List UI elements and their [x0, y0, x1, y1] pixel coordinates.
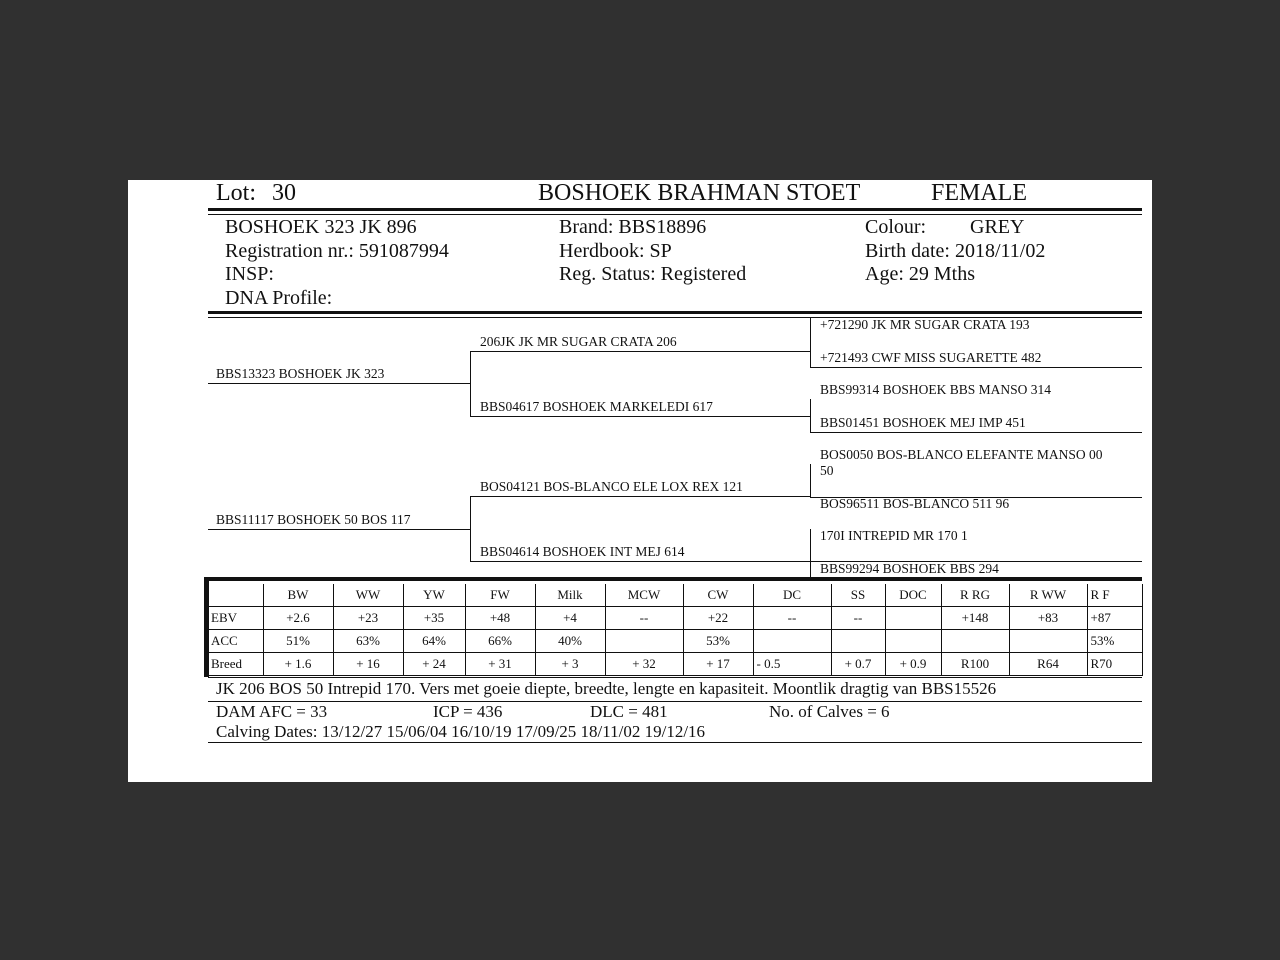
sire-dam-line	[470, 416, 810, 417]
herdbook: Herdbook: SP	[559, 240, 672, 262]
ebv-row-label: EBV	[208, 607, 263, 630]
dam-dam-line	[470, 561, 810, 562]
ebv-col-header: WW	[333, 584, 403, 607]
registration-number: Registration nr.: 591087994	[225, 240, 449, 262]
pedigree-dam: BBS11117 BOSHOEK 50 BOS 117	[216, 512, 411, 527]
ebv-col-header: R WW	[1009, 584, 1087, 607]
breed-cell: + 31	[465, 653, 535, 676]
ebv-col-header: SS	[831, 584, 885, 607]
ebv-col-header: YW	[403, 584, 465, 607]
ebv-col-header: R RG	[941, 584, 1009, 607]
ebv-cell: +2.6	[263, 607, 333, 630]
lot-label: Lot:	[216, 180, 256, 206]
pedigree-sire-sire: 206JK JK MR SUGAR CRATA 206	[480, 334, 677, 349]
ebv-cell: +23	[333, 607, 403, 630]
ebv-col-header: DOC	[885, 584, 941, 607]
ebv-cell: --	[831, 607, 885, 630]
pedigree-dam-sire: BOS04121 BOS-BLANCO ELE LOX REX 121	[480, 479, 743, 494]
pedigree-sire-dam: BBS04617 BOSHOEK MARKELEDI 617	[480, 399, 713, 414]
breed-cell: R64	[1009, 653, 1087, 676]
acc-cell	[941, 630, 1009, 653]
notes-mid-rule	[208, 701, 1142, 702]
birth-date: Birth date: 2018/11/02	[865, 240, 1046, 262]
sire-sire-line	[470, 351, 810, 352]
breed-cell: + 0.7	[831, 653, 885, 676]
breed-cell: R100	[941, 653, 1009, 676]
brand: Brand: BBS18896	[559, 216, 707, 238]
insp-label: INSP:	[225, 263, 274, 285]
ebv-cell: +148	[941, 607, 1009, 630]
ggp-2: +721493 CWF MISS SUGARETTE 482	[820, 350, 1042, 365]
colour-label: Colour:	[865, 216, 927, 238]
breed-cell: - 0.5	[753, 653, 831, 676]
acc-row-label: ACC	[208, 630, 263, 653]
ebv-cell: +35	[403, 607, 465, 630]
breed-cell: + 17	[683, 653, 753, 676]
info-rule-thick	[208, 311, 1142, 314]
dam-sire-line	[470, 496, 810, 497]
breed-cell: + 24	[403, 653, 465, 676]
ggp-6: BOS96511 BOS-BLANCO 511 96	[820, 496, 1010, 511]
ebv-cell: +22	[683, 607, 753, 630]
lot-number: 30	[272, 180, 296, 206]
ebv-col-corner	[208, 584, 263, 607]
dna-profile-label: DNA Profile:	[225, 287, 333, 309]
colour-value: GREY	[970, 216, 1025, 238]
ebv-cell	[885, 607, 941, 630]
notes-bottom-rule	[208, 742, 1142, 743]
pedigree-sire: BBS13323 BOSHOEK JK 323	[216, 366, 385, 381]
ebv-row	[208, 607, 1142, 630]
dam-line	[208, 529, 470, 530]
acc-cell	[605, 630, 683, 653]
calving-dates: Calving Dates: 13/12/27 15/06/04 16/10/19 17/09/25 18/11/02 19/12/16	[216, 722, 706, 741]
sex-label: FEMALE	[931, 180, 1027, 206]
icp: ICP = 436	[433, 702, 503, 721]
header-rule-thin	[208, 214, 1142, 215]
notes-top-rule	[208, 677, 1142, 678]
ggp-8: BBS99294 BOSHOEK BBS 294	[820, 561, 999, 576]
breed-row	[208, 653, 1142, 676]
animal-name: BOSHOEK 323 JK 896	[225, 216, 417, 238]
acc-cell: 53%	[683, 630, 753, 653]
ggp-5: BOS0050 BOS-BLANCO ELEFANTE MANSO 00	[820, 447, 1103, 462]
ebv-cell: --	[605, 607, 683, 630]
ggp-3: BBS99314 BOSHOEK BBS MANSO 314	[820, 382, 1052, 397]
ebv-col-header: BW	[263, 584, 333, 607]
ebv-col-header: R F	[1087, 584, 1142, 607]
dam-branch-line	[470, 496, 471, 561]
acc-cell	[831, 630, 885, 653]
ebv-cell: +83	[1009, 607, 1087, 630]
ebv-table	[208, 584, 1143, 676]
ggp-1: +721290 JK MR SUGAR CRATA 193	[820, 317, 1030, 332]
ebv-col-header: DC	[753, 584, 831, 607]
lot-sheet	[128, 180, 1152, 782]
breed-cell: + 0.9	[885, 653, 941, 676]
sire-line	[208, 383, 470, 384]
ebv-cell: +4	[535, 607, 605, 630]
dlc: DLC = 481	[590, 702, 668, 721]
acc-cell	[753, 630, 831, 653]
ebv-top-rule	[204, 577, 1142, 581]
ggp-divider-1	[810, 367, 1142, 368]
ebv-header-row	[208, 584, 1142, 607]
acc-cell: 40%	[535, 630, 605, 653]
ggp-4: BBS01451 BOSHOEK MEJ IMP 451	[820, 415, 1026, 430]
acc-cell	[1009, 630, 1087, 653]
pedigree-dam-dam: BBS04614 BOSHOEK INT MEJ 614	[480, 544, 685, 559]
acc-cell: 51%	[263, 630, 333, 653]
ggp-bracket-2	[810, 399, 811, 432]
breed-cell: + 1.6	[263, 653, 333, 676]
ggp-bracket-1	[810, 318, 811, 367]
acc-cell: 64%	[403, 630, 465, 653]
ggp-bracket-4	[810, 529, 811, 578]
ebv-cell: +48	[465, 607, 535, 630]
registration-status: Reg. Status: Registered	[559, 263, 747, 285]
acc-cell: 53%	[1087, 630, 1142, 653]
ebv-cell: --	[753, 607, 831, 630]
acc-cell: 63%	[333, 630, 403, 653]
calves-count: No. of Calves = 6	[769, 702, 890, 721]
dam-afc: DAM AFC = 33	[216, 702, 328, 721]
sire-branch-line	[470, 351, 471, 416]
breeder-name: BOSHOEK BRAHMAN STOET	[538, 180, 861, 206]
ebv-cell: +87	[1087, 607, 1142, 630]
ggp-bracket-3	[810, 464, 811, 497]
breed-row-label: Breed	[208, 653, 263, 676]
header-rule-thick	[208, 208, 1142, 211]
ggp-5-cont: 50	[820, 463, 834, 478]
acc-cell: 66%	[465, 630, 535, 653]
acc-cell	[885, 630, 941, 653]
ebv-col-header: CW	[683, 584, 753, 607]
breed-cell: + 32	[605, 653, 683, 676]
ggp-7: 170I INTREPID MR 170 1	[820, 528, 968, 543]
breed-cell: + 16	[333, 653, 403, 676]
age: Age: 29 Mths	[865, 263, 975, 285]
ebv-col-header: FW	[465, 584, 535, 607]
comment-line: JK 206 BOS 50 Intrepid 170. Vers met goeie diepte, breedte, lengte en kapasiteit. Moontlik dragtig van BBS15526	[216, 679, 997, 698]
ggp-divider-2	[810, 432, 1142, 433]
acc-row	[208, 630, 1142, 653]
breed-cell: + 3	[535, 653, 605, 676]
ebv-col-header: MCW	[605, 584, 683, 607]
ebv-col-header: Milk	[535, 584, 605, 607]
breed-cell: R70	[1087, 653, 1142, 676]
